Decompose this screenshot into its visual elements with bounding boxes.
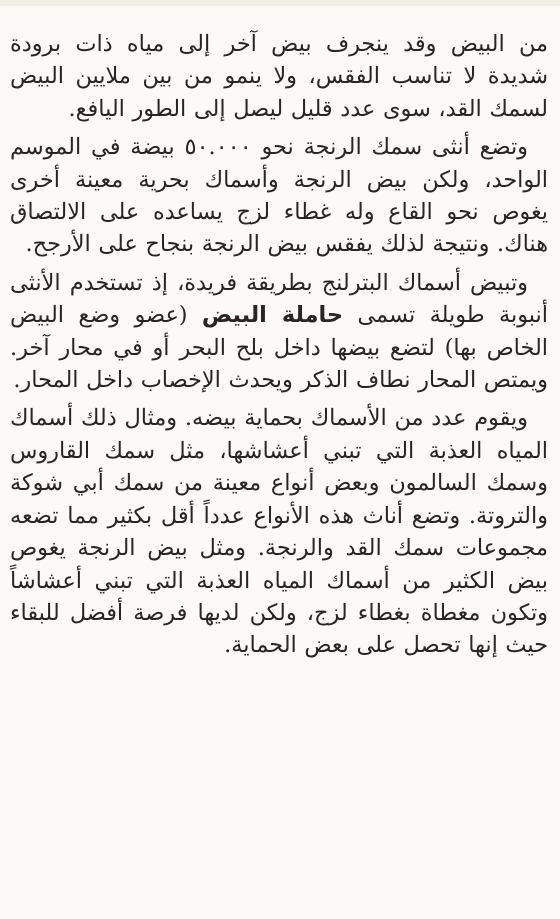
paragraph-herring-eggs: وتضع أنثى سمك الرنجة نحو ٥٠.٠٠٠ بيضة في الموسم الواحد، ولكن بيض الرنجة وأسماك بحرية معينة أخرى يغوص نحو القاع وله غطاء لزج يساعده على الالتصاق هناك. ونتيجة لذلك يفقس بيض الرنجة بنجاح على الأرجح. bbox=[10, 134, 548, 258]
paragraph-nest-builders: ويقوم عدد من الأسماك بحماية بيضه. ومثال ذلك أسماك المياه العذبة التي تبني أعشاشها، مثل سمك القاروس وسمك السالمون وبعض أنواع معينة من سمك أبي شوكة والتروتة. وتضع أناث هذه الأنواع عدداً أقل بكثير مما تضعه مجموعات سمك القد والرنجة. ومثل بيض الرنجة يغوص بيض الكثير من أسماك المياه العذبة التي تبني أعشاشاً وتكون مغطاة بغطاء لزج، ولكن لديها فرصة أفضل للبقاء حيث إنها تحصل على بعض الحماية. bbox=[10, 405, 548, 659]
bitterling-text-before: وتبيض أسماك البترلنج بطريقة فريدة، إذ تستخدم الأنثى أنبوبة طويلة تسمى bbox=[10, 269, 548, 329]
bitterling-text-after: (عضو وضع البيض الخاص بها) لتضع بيضها داخل بلح البحر أو في محار آخر. ويمتص المحار نطاف الذكر ويحدث الإخصاب داخل المحار. bbox=[10, 302, 548, 394]
ovipositor-term: حاملة البيض bbox=[201, 302, 344, 329]
paragraph-bitterling bbox=[10, 267, 548, 397]
page-top-edge bbox=[0, 0, 560, 6]
paragraph-cod-eggs: من البيض وقد ينجرف بيض آخر إلى مياه ذات برودة شديدة لا تناسب الفقس، ولا ينمو من بين ملايين البيض لسمك القد، سوى عدد قليل ليصل إلى الطور اليافع. bbox=[10, 31, 548, 122]
article-body bbox=[10, 28, 548, 668]
